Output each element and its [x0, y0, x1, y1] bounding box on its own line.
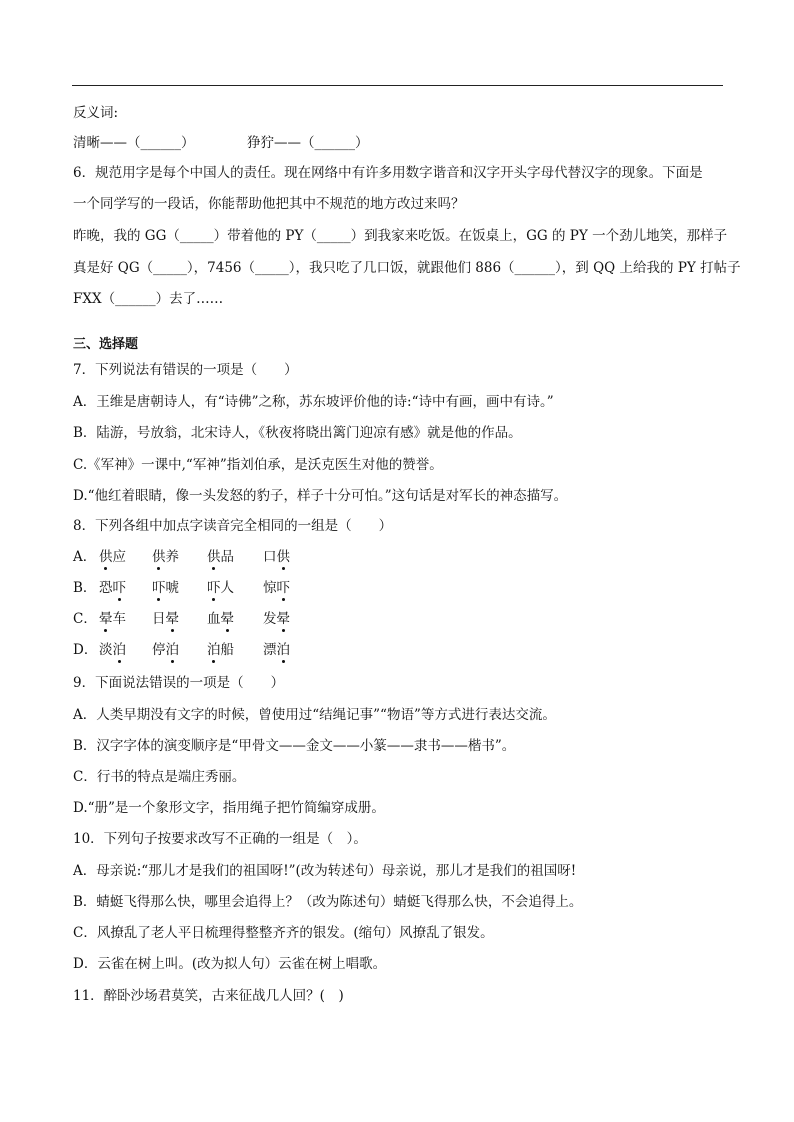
q6-line-1: 6．规范用字是每个中国人的责任。现在网络中有许多用数字谐音和汉字开头字母代替汉字的现象。下面是 [73, 165, 703, 181]
q9-option-d: D.“册”是一个象形文字，指用绳子把竹简编穿成册。 [73, 800, 385, 816]
q8-word: 血晕 [207, 611, 234, 627]
q7-stem: 7．下列说法有错误的一项是（ ） [73, 362, 298, 378]
q8-word: 停泊 [152, 642, 179, 658]
q8-option-letter: C． [73, 611, 97, 627]
q7-option-c: C.《军神》一课中,“军神”指刘伯承，是沃克医生对他的赞誉。 [73, 457, 443, 473]
header-rule [72, 85, 723, 86]
section-title-choice: 三、选择题 [73, 337, 139, 352]
q8-option-letter: D． [73, 642, 98, 658]
q8-word: 漂泊 [263, 642, 290, 658]
antonym-item-1: 清晰——（______） [73, 135, 195, 151]
q9-option-a: A．人类早期没有文字的时候，曾使用过“结绳记事”“物语”等方式进行表达交流。 [73, 707, 556, 723]
q8-option-a [73, 548, 290, 566]
q8-option-c [73, 610, 290, 628]
q6-line-4: 真是好 QG（_____），7456（_____），我只吃了几口饭，就跟他们 886（______），到 QQ 上给我的 PY 打帖子 [73, 260, 741, 276]
q8-word: 吓人 [207, 580, 234, 596]
q8-word: 口供 [263, 549, 290, 565]
q10-option-a: A．母亲说:“那儿才是我们的祖国呀!”(改为转述句）母亲说，那儿才是我们的祖国呀! [73, 863, 577, 879]
q8-word: 恐吓 [99, 580, 126, 596]
q6-line-2: 一个同学写的一段话，你能帮助他把其中不规范的地方改过来吗？ [73, 196, 465, 212]
q9-option-b: B．汉字字体的演变顺序是“甲骨文——金文——小篆——隶书——楷书”。 [73, 738, 516, 754]
q10-option-c: C．风撩乱了老人平日梳理得整整齐齐的银发。(缩句）风撩乱了银发。 [73, 925, 494, 941]
q8-option-letter: B． [73, 580, 97, 596]
q8-word: 供养 [152, 549, 179, 565]
q7-option-d: D.“他红着眼睛，像一头发怒的豹子，样子十分可怕。”这句话是对军长的神态描写。 [73, 488, 568, 504]
q10-option-b: B．蜻蜓飞得那么快，哪里会追得上？（改为陈述句）蜻蜓飞得那么快，不会追得上。 [73, 894, 583, 910]
q7-option-a: A．王维是唐朝诗人，有“诗佛”之称，苏东坡评价他的诗:“诗中有画，画中有诗。” [73, 394, 554, 410]
q8-word: 供应 [99, 549, 126, 565]
q7-option-b: B．陆游，号放翁，北宋诗人，《秋夜将晓出篱门迎凉有感》就是他的作品。 [73, 425, 522, 441]
q10-stem: 10．下列句子按要求改写不正确的一组是（ ）。 [73, 831, 367, 847]
q8-option-letter: A． [73, 549, 97, 565]
q8-word: 晕车 [99, 611, 126, 627]
q8-option-b [73, 579, 290, 597]
q8-word: 惊吓 [263, 580, 290, 596]
antonym-label: 反义词: [73, 105, 119, 121]
q8-word: 淡泊 [99, 642, 126, 658]
q8-option-d [73, 641, 290, 659]
q9-stem: 9．下面说法错误的一项是（ ） [73, 675, 285, 691]
q6-line-3: 昨晚，我的 GG（_____）带着他的 PY（_____）到我家来吃饭。在饭桌上，GG 的 PY 一个劲儿地笑，那样子 [73, 228, 728, 244]
q10-option-d: D．云雀在树上叫。(改为拟人句）云雀在树上唱歌。 [73, 956, 387, 972]
q8-word: 日晕 [152, 611, 179, 627]
q8-word: 泊船 [207, 642, 234, 658]
q6-line-5: FXX（______）去了…… [73, 291, 224, 307]
q8-stem: 8．下列各组中加点字读音完全相同的一组是（ ） [73, 518, 393, 534]
q8-word: 供品 [207, 549, 234, 565]
q9-option-c: C．行书的特点是端庄秀丽。 [73, 769, 246, 785]
q11-stem: 11．醉卧沙场君莫笑，古来征战几人回？( ) [73, 988, 344, 1004]
q8-word: 发晕 [263, 611, 290, 627]
q8-word: 吓唬 [152, 580, 179, 596]
antonym-item-2: 狰狞——（______） [247, 135, 369, 151]
